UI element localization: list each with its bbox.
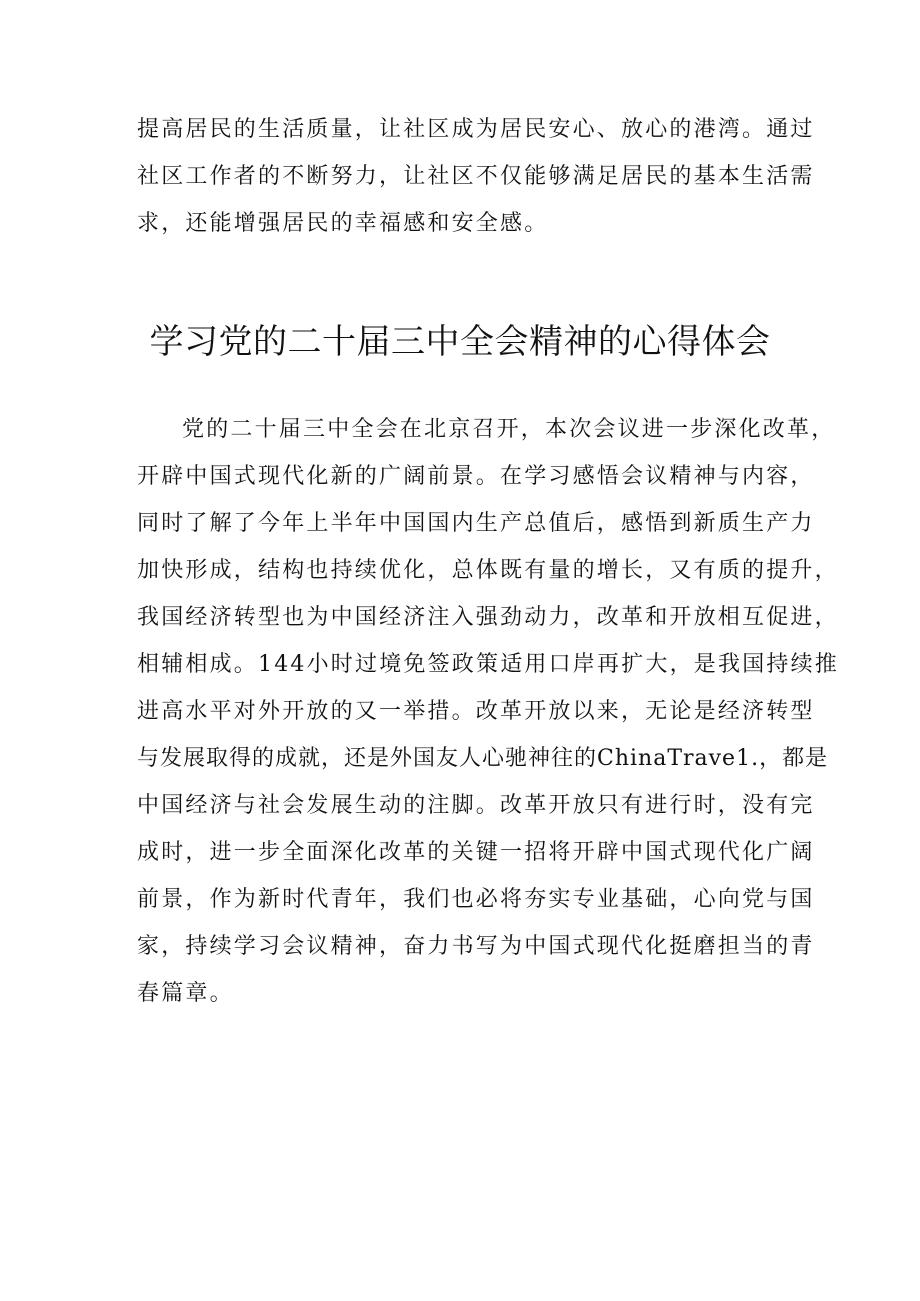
article-body-line: 开辟中国式现代化新的广阔前景。在学习感悟会议精神与内容， [137, 464, 815, 489]
article-body-line: 成时，进一步全面深化改革的关键一招将开辟中国式现代化广阔 [137, 840, 815, 865]
article-body-line: 与发展取得的成就，还是外国友人心驰神往的ChinaTrave1.，都是 [137, 746, 829, 771]
article-title: 学习党的二十届三中全会精神的心得体会 [149, 322, 771, 362]
article-body-line: 加快形成，结构也持续优化，总体既有量的增长，又有质的提升， [137, 558, 839, 583]
article-body-line: 相辅相成。144小时过境免签政策适用口岸再扩大，是我国持续推 [137, 652, 839, 677]
article-body-line: 家，持续学习会议精神，奋力书写为中国式现代化挺磨担当的青 [137, 934, 815, 959]
article-body-line: 党的二十届三中全会在北京召开，本次会议进一步深化改革， [182, 417, 836, 442]
previous-section-line: 社区工作者的不断努力，让社区不仅能够满足居民的基本生活需 [137, 164, 815, 189]
article-body-line: 进高水平对外开放的又一举措。改革开放以来，无论是经济转型 [137, 699, 815, 724]
article-body-line: 我国经济转型也为中国经济注入强劲动力，改革和开放相互促进， [137, 605, 839, 630]
previous-section-line: 求，还能增强居民的幸福感和安全感。 [137, 211, 549, 236]
article-body-line: 中国经济与社会发展生动的注脚。改革开放只有进行时，没有完 [137, 793, 815, 818]
article-body-line: 前景，作为新时代青年，我们也必将夯实专业基础，心向党与国 [137, 887, 815, 912]
previous-section-line: 提高居民的生活质量，让社区成为居民安心、放心的港湾。通过 [137, 117, 815, 142]
article-body-line: 同时了解了今年上半年中国国内生产总值后，感悟到新质生产力 [137, 511, 815, 536]
article-body-line: 春篇章。 [137, 981, 234, 1006]
